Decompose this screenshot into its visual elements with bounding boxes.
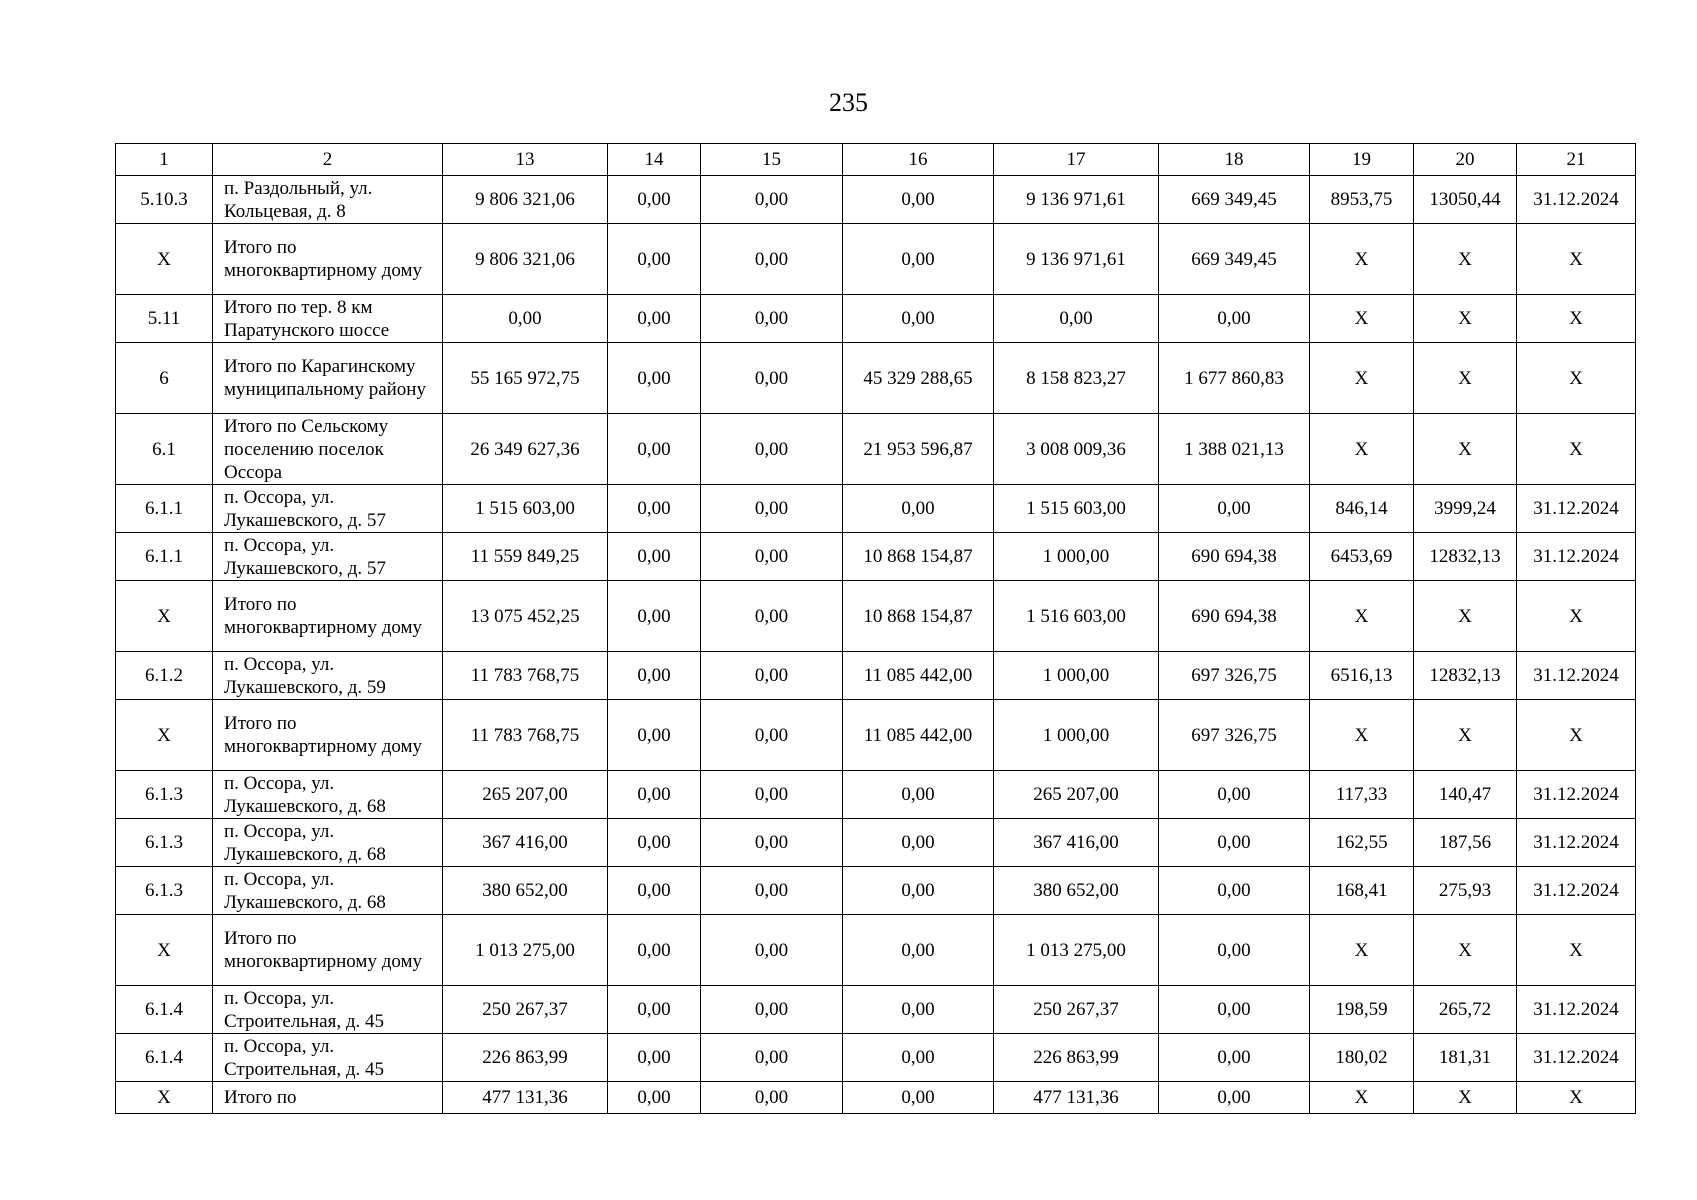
value-cell: 0,00 bbox=[701, 1034, 843, 1082]
value-cell: 0,00 bbox=[701, 1082, 843, 1114]
value-cell: 1 677 860,83 bbox=[1159, 343, 1310, 414]
date-cell: 31.12.2024 bbox=[1517, 485, 1636, 533]
value-cell: 367 416,00 bbox=[994, 819, 1159, 867]
row-number-cell: 6.1.2 bbox=[116, 652, 213, 700]
value-cell: 265 207,00 bbox=[443, 771, 608, 819]
description-cell: Итого по многоквартирному дому bbox=[213, 700, 443, 771]
value-cell: 0,00 bbox=[701, 224, 843, 295]
table-row bbox=[116, 986, 1636, 1034]
value-cell: 0,00 bbox=[843, 1082, 994, 1114]
value-cell: 250 267,37 bbox=[994, 986, 1159, 1034]
value-cell: 0,00 bbox=[701, 771, 843, 819]
value-cell: 0,00 bbox=[608, 700, 701, 771]
table-body bbox=[116, 176, 1636, 1114]
date-cell: 31.12.2024 bbox=[1517, 533, 1636, 581]
value-cell: 162,55 bbox=[1310, 819, 1414, 867]
value-cell: 669 349,45 bbox=[1159, 176, 1310, 224]
row-number-cell: Х bbox=[116, 915, 213, 986]
value-cell: 1 000,00 bbox=[994, 652, 1159, 700]
value-cell: 1 516 603,00 bbox=[994, 581, 1159, 652]
table-row bbox=[116, 1082, 1636, 1114]
value-cell: 11 559 849,25 bbox=[443, 533, 608, 581]
value-cell: 669 349,45 bbox=[1159, 224, 1310, 295]
header-row bbox=[116, 144, 1636, 176]
value-cell: 0,00 bbox=[1159, 1034, 1310, 1082]
value-cell: 0,00 bbox=[608, 581, 701, 652]
date-cell: 31.12.2024 bbox=[1517, 652, 1636, 700]
value-cell: 9 136 971,61 bbox=[994, 224, 1159, 295]
table-row bbox=[116, 819, 1636, 867]
value-cell: 265,72 bbox=[1414, 986, 1517, 1034]
table-row bbox=[116, 224, 1636, 295]
value-cell: 140,47 bbox=[1414, 771, 1517, 819]
value-cell: 168,41 bbox=[1310, 867, 1414, 915]
value-cell: Х bbox=[1414, 343, 1517, 414]
value-cell: 1 013 275,00 bbox=[994, 915, 1159, 986]
value-cell: Х bbox=[1310, 414, 1414, 485]
value-cell: 0,00 bbox=[701, 915, 843, 986]
value-cell: 0,00 bbox=[701, 581, 843, 652]
description-cell: п. Оссора, ул. Строительная, д. 45 bbox=[213, 986, 443, 1034]
value-cell: 21 953 596,87 bbox=[843, 414, 994, 485]
value-cell: 187,56 bbox=[1414, 819, 1517, 867]
date-cell: 31.12.2024 bbox=[1517, 176, 1636, 224]
row-number-cell: Х bbox=[116, 224, 213, 295]
value-cell: 55 165 972,75 bbox=[443, 343, 608, 414]
value-cell: 0,00 bbox=[1159, 986, 1310, 1034]
date-cell: Х bbox=[1517, 915, 1636, 986]
date-cell: Х bbox=[1517, 581, 1636, 652]
table-row bbox=[116, 867, 1636, 915]
date-cell: Х bbox=[1517, 414, 1636, 485]
value-cell: 10 868 154,87 bbox=[843, 581, 994, 652]
value-cell: 0,00 bbox=[843, 867, 994, 915]
value-cell: 0,00 bbox=[701, 176, 843, 224]
value-cell: Х bbox=[1414, 581, 1517, 652]
data-table bbox=[115, 143, 1636, 1114]
value-cell: 367 416,00 bbox=[443, 819, 608, 867]
value-cell: 0,00 bbox=[1159, 915, 1310, 986]
value-cell: 1 515 603,00 bbox=[443, 485, 608, 533]
value-cell: 0,00 bbox=[1159, 771, 1310, 819]
value-cell: 0,00 bbox=[608, 1034, 701, 1082]
value-cell: 0,00 bbox=[843, 485, 994, 533]
value-cell: 1 515 603,00 bbox=[994, 485, 1159, 533]
value-cell: 1 000,00 bbox=[994, 700, 1159, 771]
table-row bbox=[116, 485, 1636, 533]
value-cell: Х bbox=[1310, 581, 1414, 652]
value-cell: 0,00 bbox=[843, 1034, 994, 1082]
value-cell: 0,00 bbox=[701, 819, 843, 867]
value-cell: 697 326,75 bbox=[1159, 700, 1310, 771]
value-cell: 0,00 bbox=[701, 414, 843, 485]
value-cell: Х bbox=[1414, 915, 1517, 986]
row-number-cell: 6 bbox=[116, 343, 213, 414]
value-cell: 697 326,75 bbox=[1159, 652, 1310, 700]
value-cell: 6516,13 bbox=[1310, 652, 1414, 700]
date-cell: Х bbox=[1517, 700, 1636, 771]
description-cell: п. Оссора, ул. Лукашевского, д. 68 bbox=[213, 819, 443, 867]
value-cell: 0,00 bbox=[701, 867, 843, 915]
value-cell: Х bbox=[1414, 414, 1517, 485]
row-number-cell: 6.1 bbox=[116, 414, 213, 485]
value-cell: 0,00 bbox=[1159, 819, 1310, 867]
header-cell: 16 bbox=[843, 144, 994, 176]
value-cell: 0,00 bbox=[701, 533, 843, 581]
header-cell: 17 bbox=[994, 144, 1159, 176]
header-cell: 1 bbox=[116, 144, 213, 176]
value-cell: Х bbox=[1310, 915, 1414, 986]
description-cell: п. Раздольный, ул. Кольцевая, д. 8 bbox=[213, 176, 443, 224]
value-cell: 690 694,38 bbox=[1159, 533, 1310, 581]
row-number-cell: 6.1.1 bbox=[116, 485, 213, 533]
value-cell: 0,00 bbox=[701, 295, 843, 343]
table-row bbox=[116, 1034, 1636, 1082]
table-row bbox=[116, 581, 1636, 652]
row-number-cell: Х bbox=[116, 1082, 213, 1114]
value-cell: 0,00 bbox=[843, 224, 994, 295]
description-cell: Итого по bbox=[213, 1082, 443, 1114]
value-cell: 0,00 bbox=[608, 414, 701, 485]
value-cell: 45 329 288,65 bbox=[843, 343, 994, 414]
value-cell: 0,00 bbox=[608, 295, 701, 343]
table-header bbox=[116, 144, 1636, 176]
value-cell: 8 158 823,27 bbox=[994, 343, 1159, 414]
value-cell: 180,02 bbox=[1310, 1034, 1414, 1082]
value-cell: Х bbox=[1414, 295, 1517, 343]
value-cell: 0,00 bbox=[701, 343, 843, 414]
value-cell: 226 863,99 bbox=[994, 1034, 1159, 1082]
header-cell: 2 bbox=[213, 144, 443, 176]
date-cell: Х bbox=[1517, 295, 1636, 343]
value-cell: 0,00 bbox=[608, 533, 701, 581]
value-cell: 3999,24 bbox=[1414, 485, 1517, 533]
date-cell: 31.12.2024 bbox=[1517, 771, 1636, 819]
value-cell: 1 388 021,13 bbox=[1159, 414, 1310, 485]
date-cell: 31.12.2024 bbox=[1517, 1034, 1636, 1082]
row-number-cell: 6.1.4 bbox=[116, 1034, 213, 1082]
description-cell: п. Оссора, ул. Лукашевского, д. 68 bbox=[213, 867, 443, 915]
value-cell: 3 008 009,36 bbox=[994, 414, 1159, 485]
value-cell: 226 863,99 bbox=[443, 1034, 608, 1082]
value-cell: 0,00 bbox=[608, 343, 701, 414]
row-number-cell: Х bbox=[116, 581, 213, 652]
value-cell: 0,00 bbox=[701, 485, 843, 533]
row-number-cell: 5.10.3 bbox=[116, 176, 213, 224]
description-cell: п. Оссора, ул. Строительная, д. 45 bbox=[213, 1034, 443, 1082]
value-cell: 0,00 bbox=[701, 700, 843, 771]
value-cell: 477 131,36 bbox=[443, 1082, 608, 1114]
value-cell: 0,00 bbox=[608, 652, 701, 700]
row-number-cell: 6.1.1 bbox=[116, 533, 213, 581]
header-cell: 18 bbox=[1159, 144, 1310, 176]
table-row bbox=[116, 176, 1636, 224]
value-cell: 9 806 321,06 bbox=[443, 224, 608, 295]
date-cell: Х bbox=[1517, 343, 1636, 414]
value-cell: 380 652,00 bbox=[443, 867, 608, 915]
description-cell: Итого по многоквартирному дому bbox=[213, 224, 443, 295]
row-number-cell: Х bbox=[116, 700, 213, 771]
value-cell: 0,00 bbox=[843, 771, 994, 819]
description-cell: Итого по многоквартирному дому bbox=[213, 581, 443, 652]
value-cell: 181,31 bbox=[1414, 1034, 1517, 1082]
description-cell: п. Оссора, ул. Лукашевского, д. 57 bbox=[213, 485, 443, 533]
value-cell: 0,00 bbox=[1159, 295, 1310, 343]
value-cell: 8953,75 bbox=[1310, 176, 1414, 224]
value-cell: 0,00 bbox=[608, 915, 701, 986]
value-cell: 6453,69 bbox=[1310, 533, 1414, 581]
table-row bbox=[116, 533, 1636, 581]
description-cell: Итого по Сельскому поселению поселок Оссора bbox=[213, 414, 443, 485]
value-cell: 0,00 bbox=[608, 867, 701, 915]
value-cell: Х bbox=[1310, 224, 1414, 295]
table-row bbox=[116, 295, 1636, 343]
value-cell: 250 267,37 bbox=[443, 986, 608, 1034]
value-cell: 0,00 bbox=[608, 224, 701, 295]
value-cell: 198,59 bbox=[1310, 986, 1414, 1034]
value-cell: Х bbox=[1310, 700, 1414, 771]
value-cell: 9 806 321,06 bbox=[443, 176, 608, 224]
value-cell: 265 207,00 bbox=[994, 771, 1159, 819]
description-cell: п. Оссора, ул. Лукашевского, д. 68 bbox=[213, 771, 443, 819]
date-cell: 31.12.2024 bbox=[1517, 867, 1636, 915]
value-cell: 26 349 627,36 bbox=[443, 414, 608, 485]
value-cell: 690 694,38 bbox=[1159, 581, 1310, 652]
value-cell: 0,00 bbox=[608, 485, 701, 533]
value-cell: 1 013 275,00 bbox=[443, 915, 608, 986]
table-row bbox=[116, 343, 1636, 414]
value-cell: 12832,13 bbox=[1414, 652, 1517, 700]
value-cell: 11 085 442,00 bbox=[843, 700, 994, 771]
value-cell: 0,00 bbox=[843, 915, 994, 986]
header-cell: 19 bbox=[1310, 144, 1414, 176]
value-cell: 0,00 bbox=[994, 295, 1159, 343]
value-cell: 0,00 bbox=[843, 176, 994, 224]
value-cell: 0,00 bbox=[608, 176, 701, 224]
value-cell: Х bbox=[1414, 224, 1517, 295]
value-cell: 0,00 bbox=[701, 986, 843, 1034]
header-cell: 20 bbox=[1414, 144, 1517, 176]
value-cell: Х bbox=[1310, 295, 1414, 343]
description-cell: Итого по Карагинскому муниципальному району bbox=[213, 343, 443, 414]
header-cell: 14 bbox=[608, 144, 701, 176]
header-cell: 21 bbox=[1517, 144, 1636, 176]
value-cell: Х bbox=[1310, 1082, 1414, 1114]
date-cell: 31.12.2024 bbox=[1517, 986, 1636, 1034]
value-cell: 1 000,00 bbox=[994, 533, 1159, 581]
value-cell: 0,00 bbox=[608, 1082, 701, 1114]
value-cell: Х bbox=[1414, 700, 1517, 771]
description-cell: п. Оссора, ул. Лукашевского, д. 59 bbox=[213, 652, 443, 700]
value-cell: 12832,13 bbox=[1414, 533, 1517, 581]
value-cell: 0,00 bbox=[1159, 485, 1310, 533]
row-number-cell: 6.1.3 bbox=[116, 819, 213, 867]
value-cell: Х bbox=[1414, 1082, 1517, 1114]
value-cell: 0,00 bbox=[843, 819, 994, 867]
value-cell: 0,00 bbox=[443, 295, 608, 343]
table-row bbox=[116, 700, 1636, 771]
date-cell: Х bbox=[1517, 224, 1636, 295]
value-cell: 0,00 bbox=[1159, 867, 1310, 915]
table-row bbox=[116, 414, 1636, 485]
date-cell: 31.12.2024 bbox=[1517, 819, 1636, 867]
description-cell: Итого по многоквартирному дому bbox=[213, 915, 443, 986]
row-number-cell: 5.11 bbox=[116, 295, 213, 343]
description-cell: Итого по тер. 8 км Паратунского шоссе bbox=[213, 295, 443, 343]
header-cell: 13 bbox=[443, 144, 608, 176]
value-cell: 11 783 768,75 bbox=[443, 700, 608, 771]
page-number: 235 bbox=[829, 88, 868, 117]
value-cell: 0,00 bbox=[701, 652, 843, 700]
value-cell: 13 075 452,25 bbox=[443, 581, 608, 652]
row-number-cell: 6.1.3 bbox=[116, 771, 213, 819]
value-cell: Х bbox=[1310, 343, 1414, 414]
row-number-cell: 6.1.4 bbox=[116, 986, 213, 1034]
header-cell: 15 bbox=[701, 144, 843, 176]
table-row bbox=[116, 771, 1636, 819]
value-cell: 0,00 bbox=[608, 819, 701, 867]
value-cell: 0,00 bbox=[608, 771, 701, 819]
value-cell: 11 783 768,75 bbox=[443, 652, 608, 700]
value-cell: 9 136 971,61 bbox=[994, 176, 1159, 224]
table-row bbox=[116, 915, 1636, 986]
description-cell: п. Оссора, ул. Лукашевского, д. 57 bbox=[213, 533, 443, 581]
value-cell: 477 131,36 bbox=[994, 1082, 1159, 1114]
value-cell: 11 085 442,00 bbox=[843, 652, 994, 700]
table-row bbox=[116, 652, 1636, 700]
value-cell: 380 652,00 bbox=[994, 867, 1159, 915]
date-cell: Х bbox=[1517, 1082, 1636, 1114]
value-cell: 0,00 bbox=[843, 295, 994, 343]
value-cell: 846,14 bbox=[1310, 485, 1414, 533]
value-cell: 0,00 bbox=[608, 986, 701, 1034]
value-cell: 0,00 bbox=[843, 986, 994, 1034]
value-cell: 117,33 bbox=[1310, 771, 1414, 819]
row-number-cell: 6.1.3 bbox=[116, 867, 213, 915]
value-cell: 13050,44 bbox=[1414, 176, 1517, 224]
value-cell: 10 868 154,87 bbox=[843, 533, 994, 581]
value-cell: 275,93 bbox=[1414, 867, 1517, 915]
value-cell: 0,00 bbox=[1159, 1082, 1310, 1114]
